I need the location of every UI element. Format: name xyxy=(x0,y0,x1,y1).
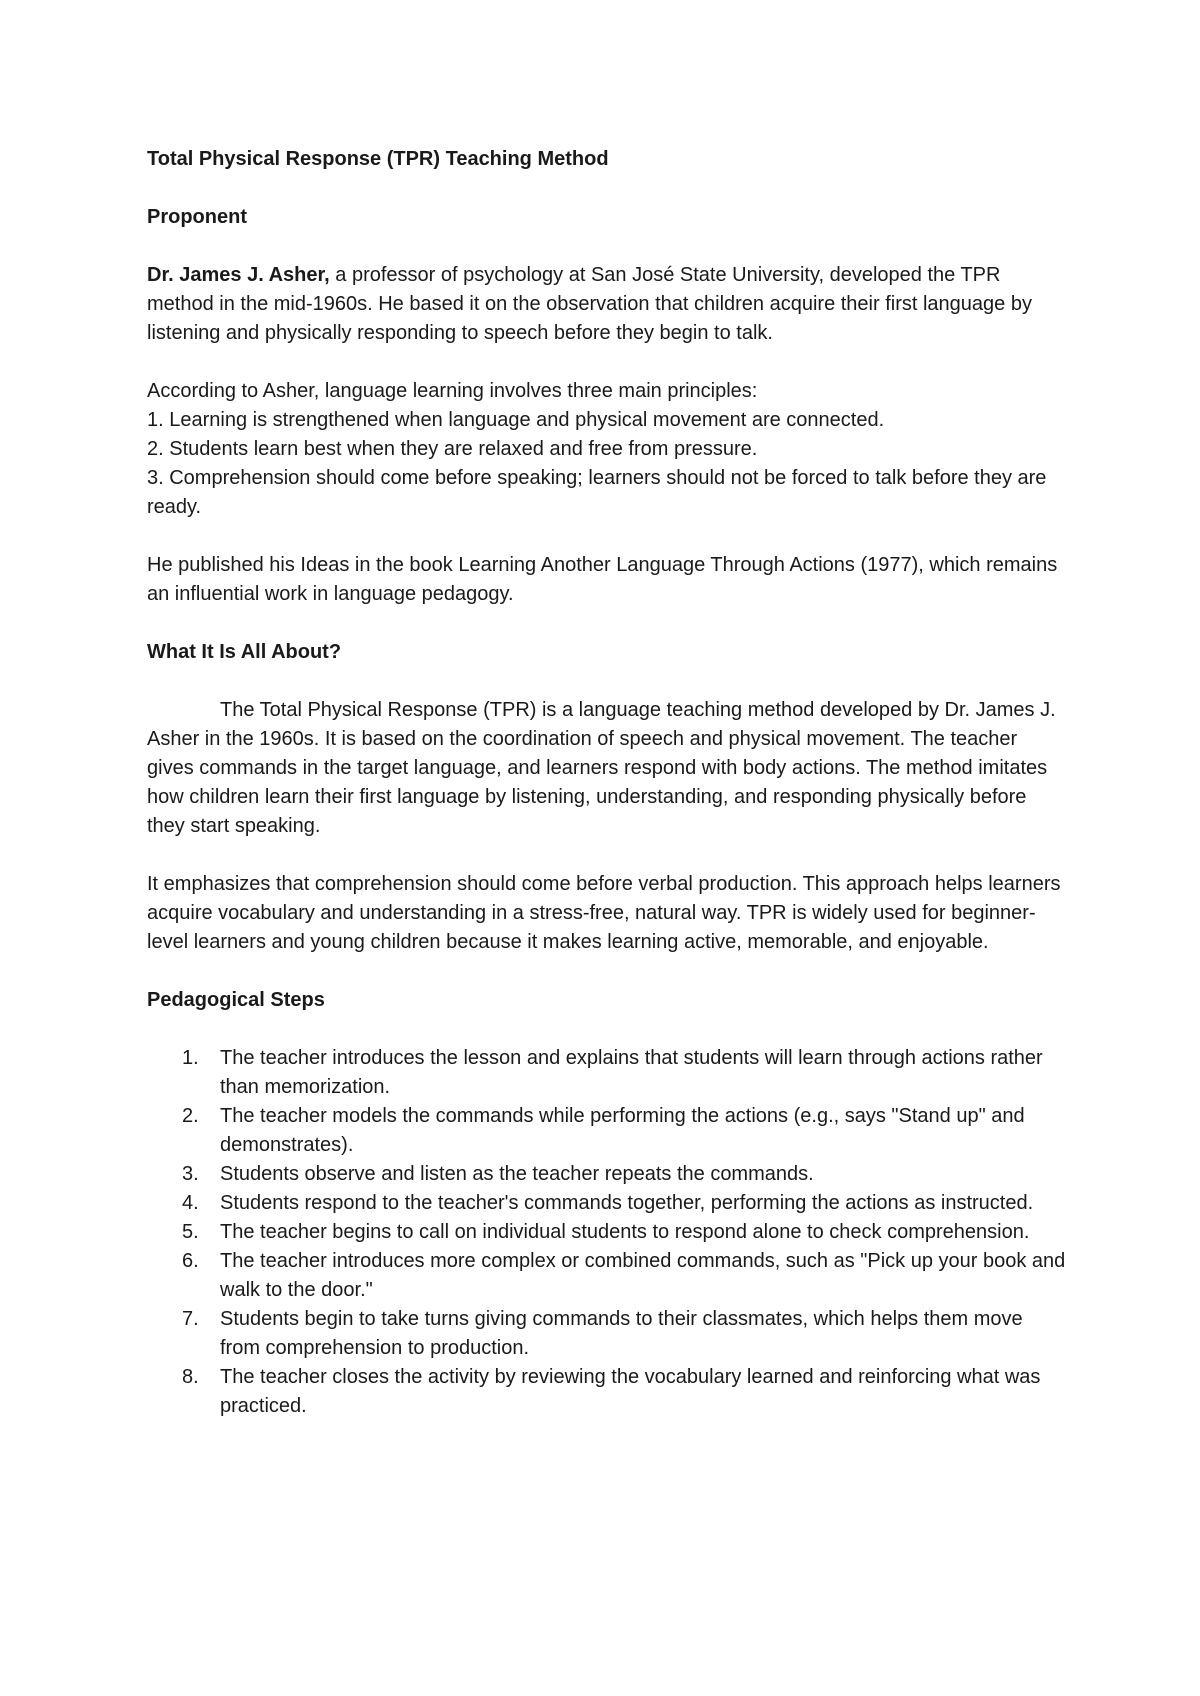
about-paragraph-1: The Total Physical Response (TPR) is a language teaching method developed by Dr. James J. Asher in the 1960s. It is based on the coordination of speech and physical movement. The teacher gives commands in the target language, and learners respond with body actions. The method imitates how children learn their first language by listening, understanding, and responding physically before they start speaking. xyxy=(147,699,1056,837)
list-item xyxy=(147,1189,1067,1218)
about-paragraph-2: It emphasizes that comprehension should come before verbal production. This approach helps learners acquire vocabulary and understanding in a stress-free, natural way. TPR is widely used for beginner-level learners and young children because it makes learning active, memorable, and enjoyable. xyxy=(147,873,1061,953)
proponent-intro-text: a professor of psychology at San José State University, developed the TPR method in the mid-1960s. He based it on the observation that children acquire their first language by listening and physically responding to speech before they begin to talk. xyxy=(147,264,1032,344)
proponent-name: Dr. James J. Asher, xyxy=(147,264,330,286)
step-text: Students respond to the teacher's commands together, performing the actions as instructed. xyxy=(220,1192,1034,1214)
step-text: The teacher introduces more complex or combined commands, such as "Pick up your book and walk to the door." xyxy=(220,1250,1066,1301)
list-item xyxy=(147,1044,1067,1102)
list-item xyxy=(147,1247,1067,1305)
proponent-heading: Proponent xyxy=(147,206,247,228)
steps-heading: Pedagogical Steps xyxy=(147,989,325,1011)
step-number: 6. xyxy=(182,1250,199,1272)
list-item xyxy=(147,1160,1067,1189)
list-item xyxy=(147,1218,1067,1247)
proponent-paragraph xyxy=(147,261,1067,348)
about-heading: What It Is All About? xyxy=(147,641,342,663)
list-item xyxy=(147,1102,1067,1160)
step-number: 7. xyxy=(182,1308,199,1330)
publication-paragraph: He published his Ideas in the book Learning Another Language Through Actions (1977), which remains an influential work in language pedagogy. xyxy=(147,554,1058,605)
step-number: 5. xyxy=(182,1221,199,1243)
step-number: 8. xyxy=(182,1366,199,1388)
step-number: 3. xyxy=(182,1163,199,1185)
principle-item: 1. Learning is strengthened when language and physical movement are connected. xyxy=(147,409,885,431)
list-item xyxy=(147,1363,1067,1421)
list-item xyxy=(147,1305,1067,1363)
step-text: Students begin to take turns giving commands to their classmates, which helps them move from comprehension to production. xyxy=(220,1308,1023,1359)
principles-intro: According to Asher, language learning involves three main principles: xyxy=(147,380,758,402)
step-text: The teacher models the commands while performing the actions (e.g., says "Stand up" and demonstrates). xyxy=(220,1105,1025,1156)
step-text: Students observe and listen as the teacher repeats the commands. xyxy=(220,1163,814,1185)
document-title: Total Physical Response (TPR) Teaching Method xyxy=(147,148,609,170)
principle-item: 3. Comprehension should come before speaking; learners should not be forced to talk before they are ready. xyxy=(147,467,1047,518)
step-text: The teacher closes the activity by reviewing the vocabulary learned and reinforcing what was practiced. xyxy=(220,1366,1041,1417)
step-number: 1. xyxy=(182,1047,199,1069)
step-number: 4. xyxy=(182,1192,199,1214)
document-page xyxy=(147,145,1067,1421)
step-number: 2. xyxy=(182,1105,199,1127)
principle-item: 2. Students learn best when they are relaxed and free from pressure. xyxy=(147,438,758,460)
step-text: The teacher begins to call on individual students to respond alone to check comprehension. xyxy=(220,1221,1030,1243)
steps-list xyxy=(147,1044,1067,1421)
step-text: The teacher introduces the lesson and explains that students will learn through actions rather than memorization. xyxy=(220,1047,1043,1098)
